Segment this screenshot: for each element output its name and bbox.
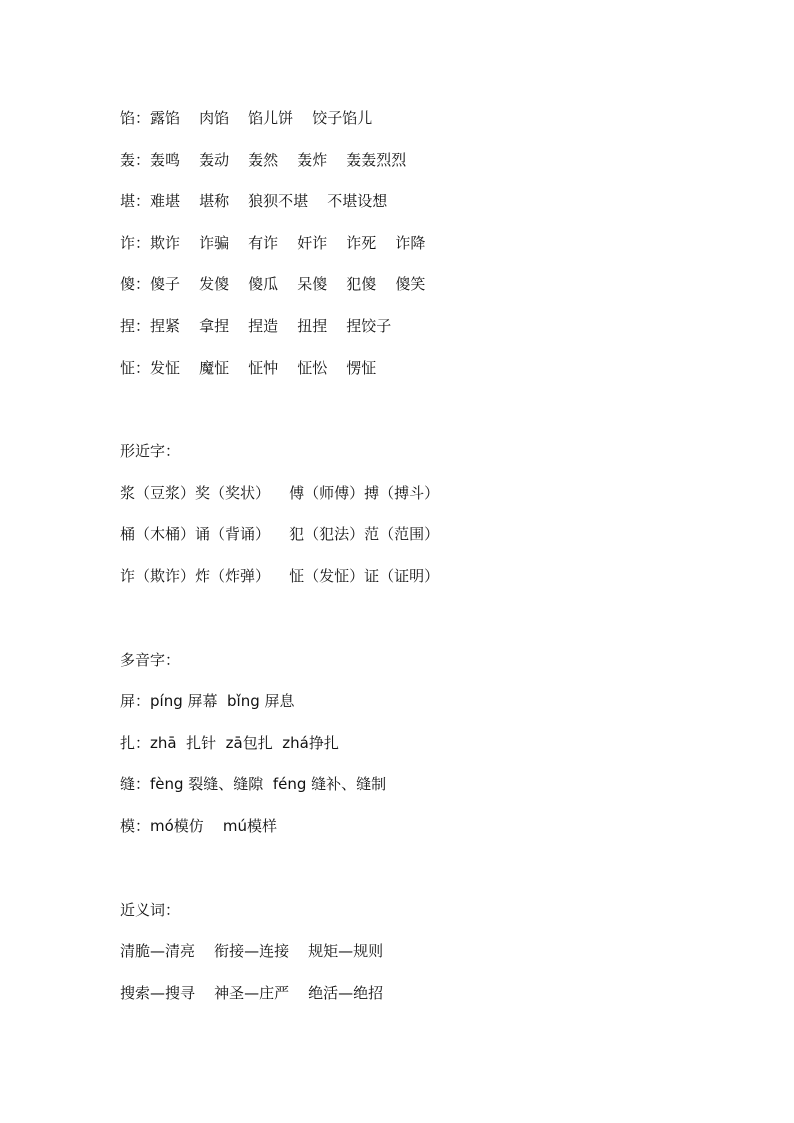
spacer [120, 856, 760, 898]
spacer [120, 606, 760, 648]
text-line: 诈：欺诈 诈骗 有诈 奸诈 诈死 诈降 [120, 233, 426, 252]
text-line: 浆（豆浆）奖（奖状） 傅（师傅）搏（搏斗） [120, 483, 440, 502]
text-line: 屏：píng 屏幕 bǐng 屏息 [120, 692, 295, 711]
text-line: 馅：露馅 肉馅 馅儿饼 饺子馅儿 [120, 109, 373, 127]
text-line: 缝：fèng 裂缝、缝隙 féng 缝补、缝制 [120, 775, 387, 794]
text-line: 傻：傻子 发傻 傻瓜 呆傻 犯傻 傻笑 [120, 275, 426, 294]
text-line: 桶（木桶）诵（背诵） 犯（犯法）范（范围） [120, 525, 440, 544]
text-line: 诈（欺诈）炸（炸弹） 怔（发怔）证（证明） [120, 566, 440, 585]
section-similar-characters [120, 439, 760, 605]
text-line: 扎：zhā 扎针 zā包扎 zhá挣扎 [120, 733, 339, 752]
text-line: 清脆—清亮 衔接—连接 规矩—规则 [120, 942, 384, 961]
section-synonyms [120, 898, 760, 1023]
text-line: 模：mó模仿 mú模样 [120, 816, 277, 835]
text-line: 捏：捏紧 拿捏 捏造 扭捏 捏饺子 [120, 316, 392, 335]
section-polyphonic-characters [120, 648, 760, 856]
text-line: 轰：轰鸣 轰动 轰然 轰炸 轰轰烈烈 [120, 150, 407, 169]
section-word-groups [120, 106, 760, 397]
section-heading: 近义词： [120, 900, 181, 919]
document-page [120, 106, 760, 1022]
section-heading: 多音字： [120, 650, 181, 669]
text-line: 搜索—搜寻 神圣—庄严 绝活—绝招 [120, 983, 384, 1002]
text-line: 堪：难堪 堪称 狼狈不堪 不堪设想 [120, 192, 388, 211]
section-heading: 形近字： [120, 442, 181, 461]
spacer [120, 397, 760, 439]
text-line: 怔：发怔 魔怔 怔忡 怔忪 愣怔 [120, 358, 377, 377]
